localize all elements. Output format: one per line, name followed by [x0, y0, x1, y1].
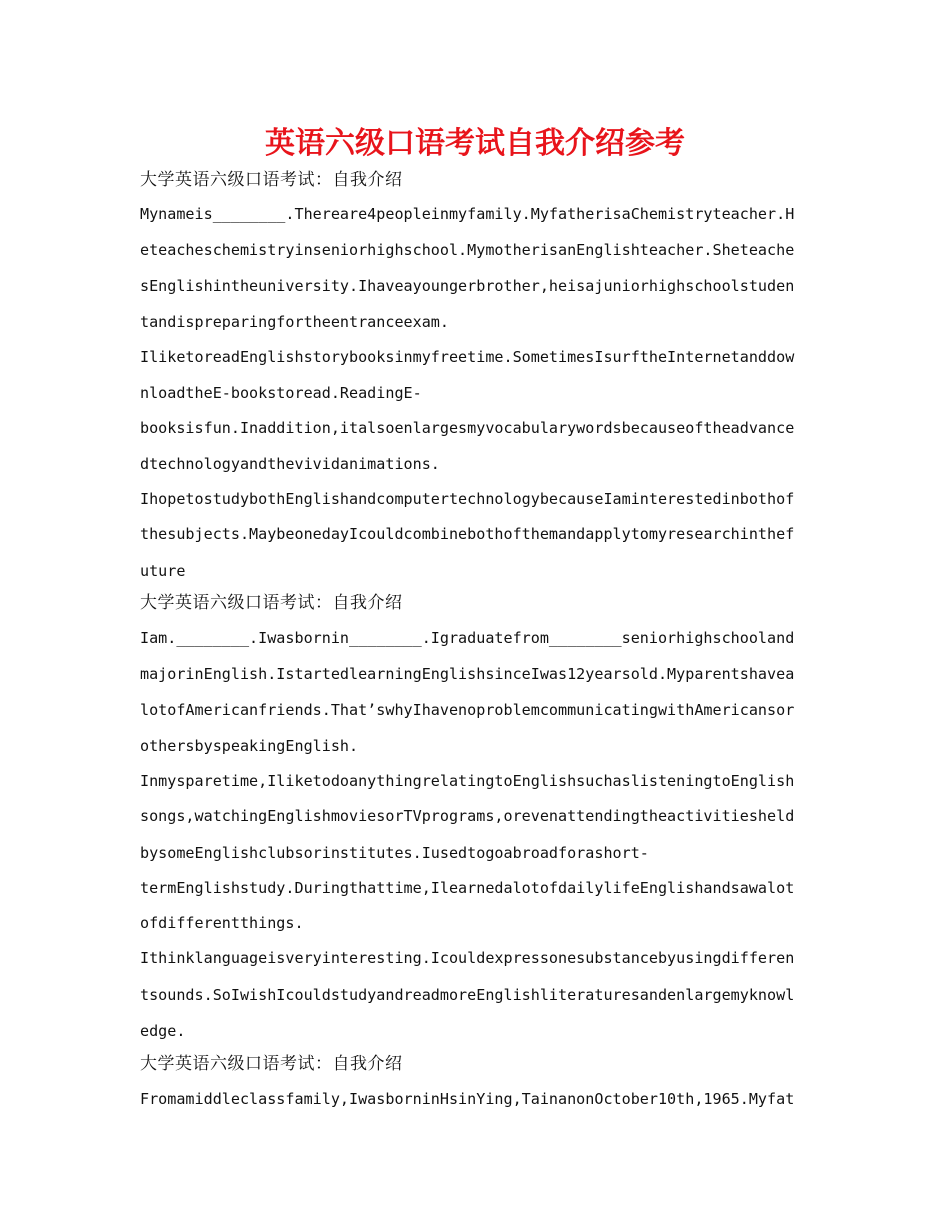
paragraph-line: IliketoreadEnglishstorybooksinmyfreetime.SometimesIsurftheInternetanddow: [140, 348, 795, 366]
paragraph-line: sEnglishintheuniversity.Ihaveayoungerbrother,heisajuniorhighschoolstuden: [140, 277, 795, 295]
paragraph-line: termEnglishstudy.Duringthattime,IlearnedalotofdailylifeEnglishandsawalot: [140, 879, 795, 897]
paragraph-line: bysomeEnglishclubsorinstitutes.Iusedtogoabroadforashort-: [140, 844, 649, 862]
paragraph-line: thesubjects.MaybeonedayIcouldcombinebothofthemandapplytomyresearchinthef: [140, 525, 795, 543]
paragraph-line: lotofAmericanfriends.That’swhyIhavenoproblemcommunicatingwithAmericansor: [140, 701, 795, 719]
paragraph-line: uture: [140, 562, 186, 580]
paragraph-line: IhopetostudybothEnglishandcomputertechnologybecauseIaminterestedinbothof: [140, 490, 795, 508]
paragraph-line: Inmysparetime,IliketodoanythingrelatingtoEnglishsuchaslisteningtoEnglish: [140, 772, 795, 790]
paragraph-line: tandispreparingfortheentranceexam.: [140, 313, 449, 331]
paragraph-line: songs,watchingEnglishmoviesorTVprograms,orevenattendingtheactivitiesheld: [140, 807, 795, 825]
paragraph-line: booksisfun.Inaddition,italsoenlargesmyvocabularywordsbecauseoftheadvance: [140, 419, 795, 437]
paragraph-line: othersbyspeakingEnglish.: [140, 737, 359, 755]
paragraph-line: eteacheschemistryinseniorhighschool.MymotherisanEnglishteacher.Sheteache: [140, 241, 795, 259]
paragraph-line: tsounds.SoIwishIcouldstudyandreadmoreEnglishliteraturesandenlargemyknowl: [140, 986, 795, 1004]
paragraph-line: nloadtheE-bookstoread.ReadingE-: [140, 384, 422, 402]
section-heading: 大学英语六级口语考试：自我介绍: [140, 1054, 403, 1074]
paragraph-line: dtechnologyandthevividanimations.: [140, 455, 440, 473]
document-title: 英语六级口语考试自我介绍参考: [265, 126, 685, 161]
paragraph-line: Mynameis________.Thereare4peopleinmyfamily.MyfatherisaChemistryteacher.H: [140, 205, 795, 223]
paragraph-line: Ithinklanguageisveryinteresting.Icouldexpressonesubstancebyusingdifferen: [140, 949, 795, 967]
section-heading: 大学英语六级口语考试：自我介绍: [140, 170, 403, 190]
paragraph-line: edge.: [140, 1022, 186, 1040]
paragraph-line: majorinEnglish.IstartedlearningEnglishsinceIwas12yearsold.Myparentshavea: [140, 665, 795, 683]
paragraph-line: Fromamiddleclassfamily,IwasborninHsinYing,TainanonOctober10th,1965.Myfat: [140, 1090, 795, 1108]
section-heading: 大学英语六级口语考试：自我介绍: [140, 593, 403, 613]
paragraph-line: ofdifferentthings.: [140, 914, 304, 932]
paragraph-line: Iam.________.Iwasbornin________.Igraduatefrom________seniorhighschooland: [140, 629, 795, 647]
